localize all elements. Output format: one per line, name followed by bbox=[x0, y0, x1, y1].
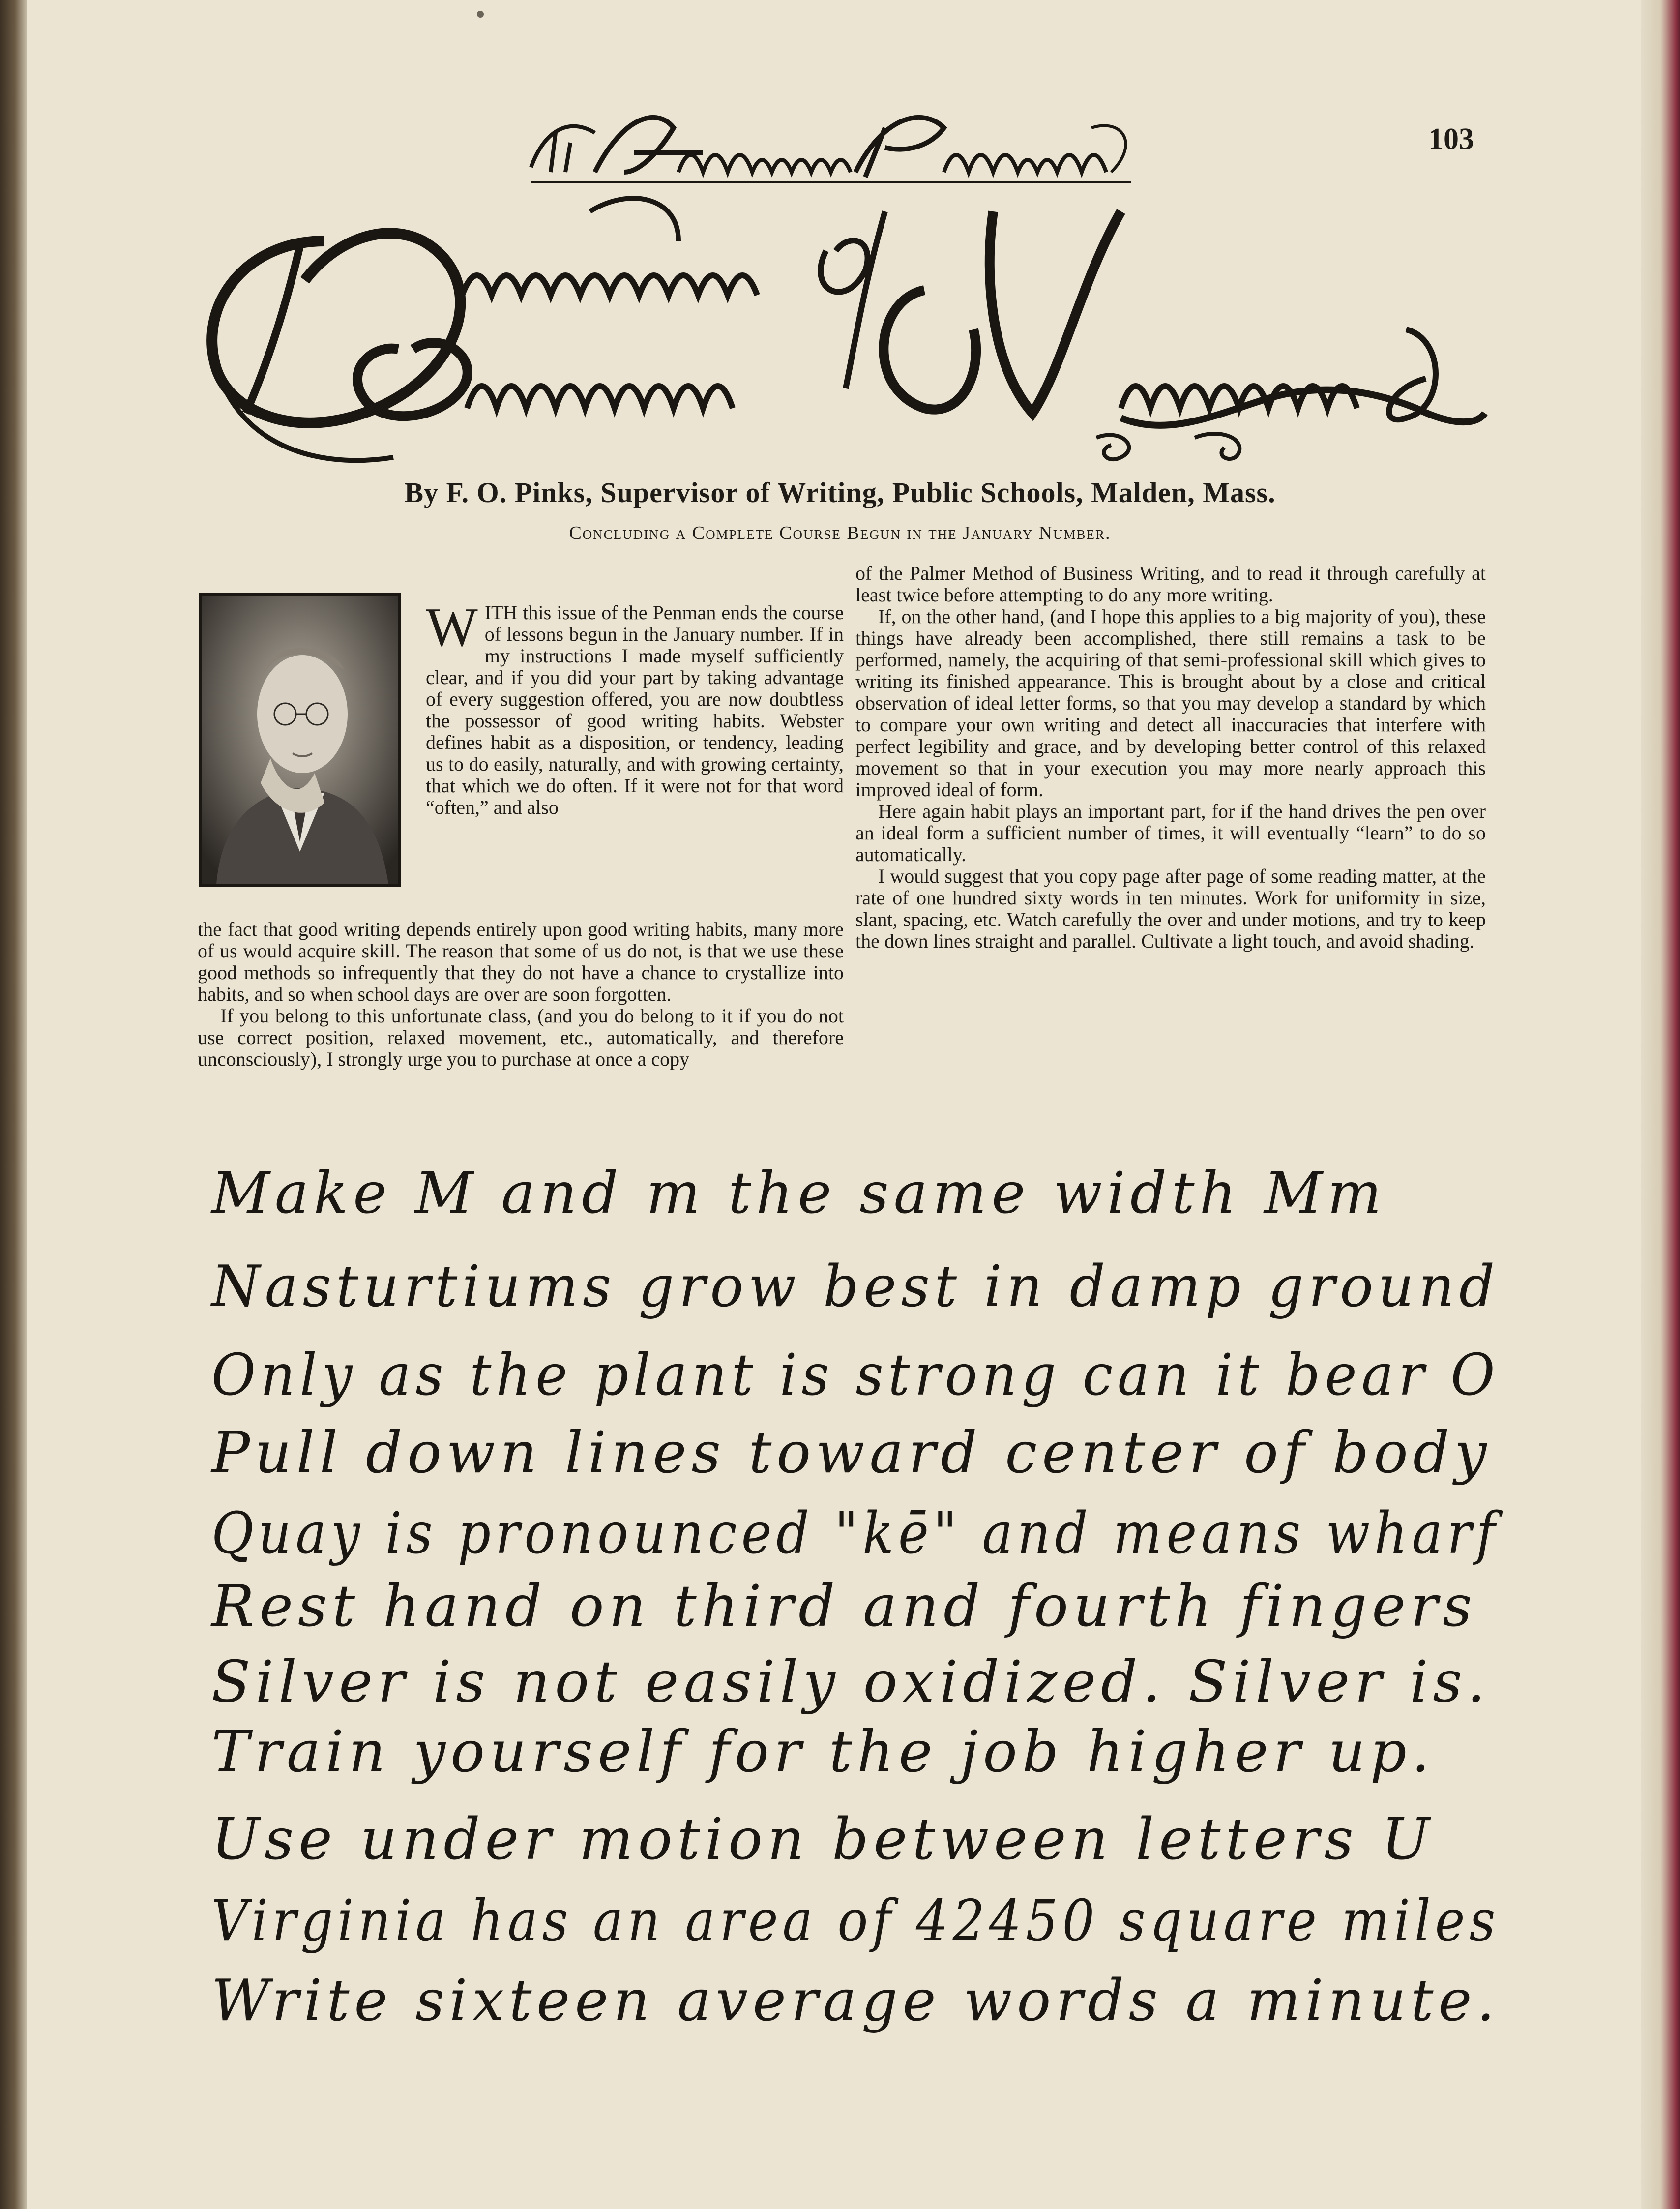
subline: Concluding a Complete Course Begun in the January Number. bbox=[569, 523, 1111, 543]
article-paragraph: If you belong to this unfortunate class, (and you do belong to it if you do not use correct position, relaxed movement, etc., automatically, and therefore unconsciously), I strongly urge you to purchase at once a copy bbox=[198, 1005, 844, 1070]
script-line-u: Use under motion between letters U bbox=[211, 1806, 1435, 1873]
article-paragraph: the fact that good writing depends entirely upon good writing habits, many more of us would acquire skill. The reason that some of us do not, is that we use these good methods so infrequently that they do not have a chance to crystallize into habits, and so when school days are over are soon forgotten. bbox=[198, 918, 844, 1005]
script-line-t: Train yourself for the job higher up. bbox=[211, 1719, 1435, 1785]
article-column-left-top bbox=[426, 597, 844, 818]
article-column-left-bottom bbox=[198, 919, 844, 1070]
byline: By F. O. Pinks, Supervisor of Writing, Public Schools, Malden, Mass. bbox=[404, 477, 1276, 508]
article-paragraph: of the Palmer Method of Business Writing, and to read it through carefully at least twice before attempting to do any more writing. bbox=[855, 562, 1486, 606]
script-line-q: Quay is pronounced "kē" and means wharf bbox=[211, 1500, 1500, 1567]
script-line-o: Only as the plant is strong can it bear O bbox=[211, 1342, 1500, 1408]
author-portrait bbox=[199, 593, 401, 887]
page-speck bbox=[477, 11, 484, 18]
page-number: 103 bbox=[1428, 122, 1474, 156]
article-paragraph: If, on the other hand, (and I hope this applies to a big majority of you), these things have already been accomplished, there still remains a task to be performed, namely, the acquiring of that semi-professional skill which gives to writing its finished appearance. This is brought about by a close and critical observation of ideal letter forms, so that you may develop a standard by which to compare your own writing and detect all inaccuracies that interfere with perfect legibility and grace, and by developing better control of this relaxed movement so that in your execution you may more nearly approach this improved ideal of form. bbox=[855, 605, 1486, 801]
article-paragraph: Here again habit plays an important part, for if the hand drives the pen over an ideal form a sufficient number of times, it will eventually “learn” to do so automatically. bbox=[855, 800, 1486, 866]
script-line-m: Make M and m the same width Mm bbox=[211, 1160, 1386, 1226]
script-line-w: Write sixteen average words a minute. bbox=[211, 1968, 1500, 2034]
script-line-p: Pull down lines toward center of body bbox=[211, 1420, 1492, 1486]
script-line-s: Silver is not easily oxidized. Silver is. bbox=[211, 1649, 1490, 1715]
book-spine-shadow bbox=[0, 0, 27, 2209]
man-portrait-icon bbox=[202, 596, 398, 884]
article-intro-text: ITH this issue of the Penman ends the course of lessons begun in the January number. If in my instructions I made myself sufficiently clear, and if you did your part by taking advantage of every suggestion offered, you are now doubtless the possessor of good writing habits. Webster defines habit as a disposition, or tendency, leading us to do easily, naturally, and with growing certainty, that which we do often. If it were not for that word “often,” and also bbox=[426, 601, 844, 818]
page-edge bbox=[1641, 0, 1680, 2209]
article-paragraph: I would suggest that you copy page after page of some reading matter, at the rate of one hundred sixty words in ten minutes. Work for uniformity in size, slant, spacing, etc. Watch carefully the over and under motions, and try to keep the down lines straight and parallel. Cultivate a light touch, and avoid shading. bbox=[855, 865, 1486, 952]
drop-cap: W bbox=[426, 597, 478, 658]
script-line-v: Virginia has an area of 42450 square miles bbox=[211, 1888, 1500, 1954]
department-title-art bbox=[187, 182, 1495, 477]
script-line-n: Nasturtiums grow best in damp ground bbox=[211, 1254, 1500, 1320]
script-line-r: Rest hand on third and fourth fingers bbox=[211, 1573, 1477, 1640]
article-column-right bbox=[855, 563, 1486, 952]
